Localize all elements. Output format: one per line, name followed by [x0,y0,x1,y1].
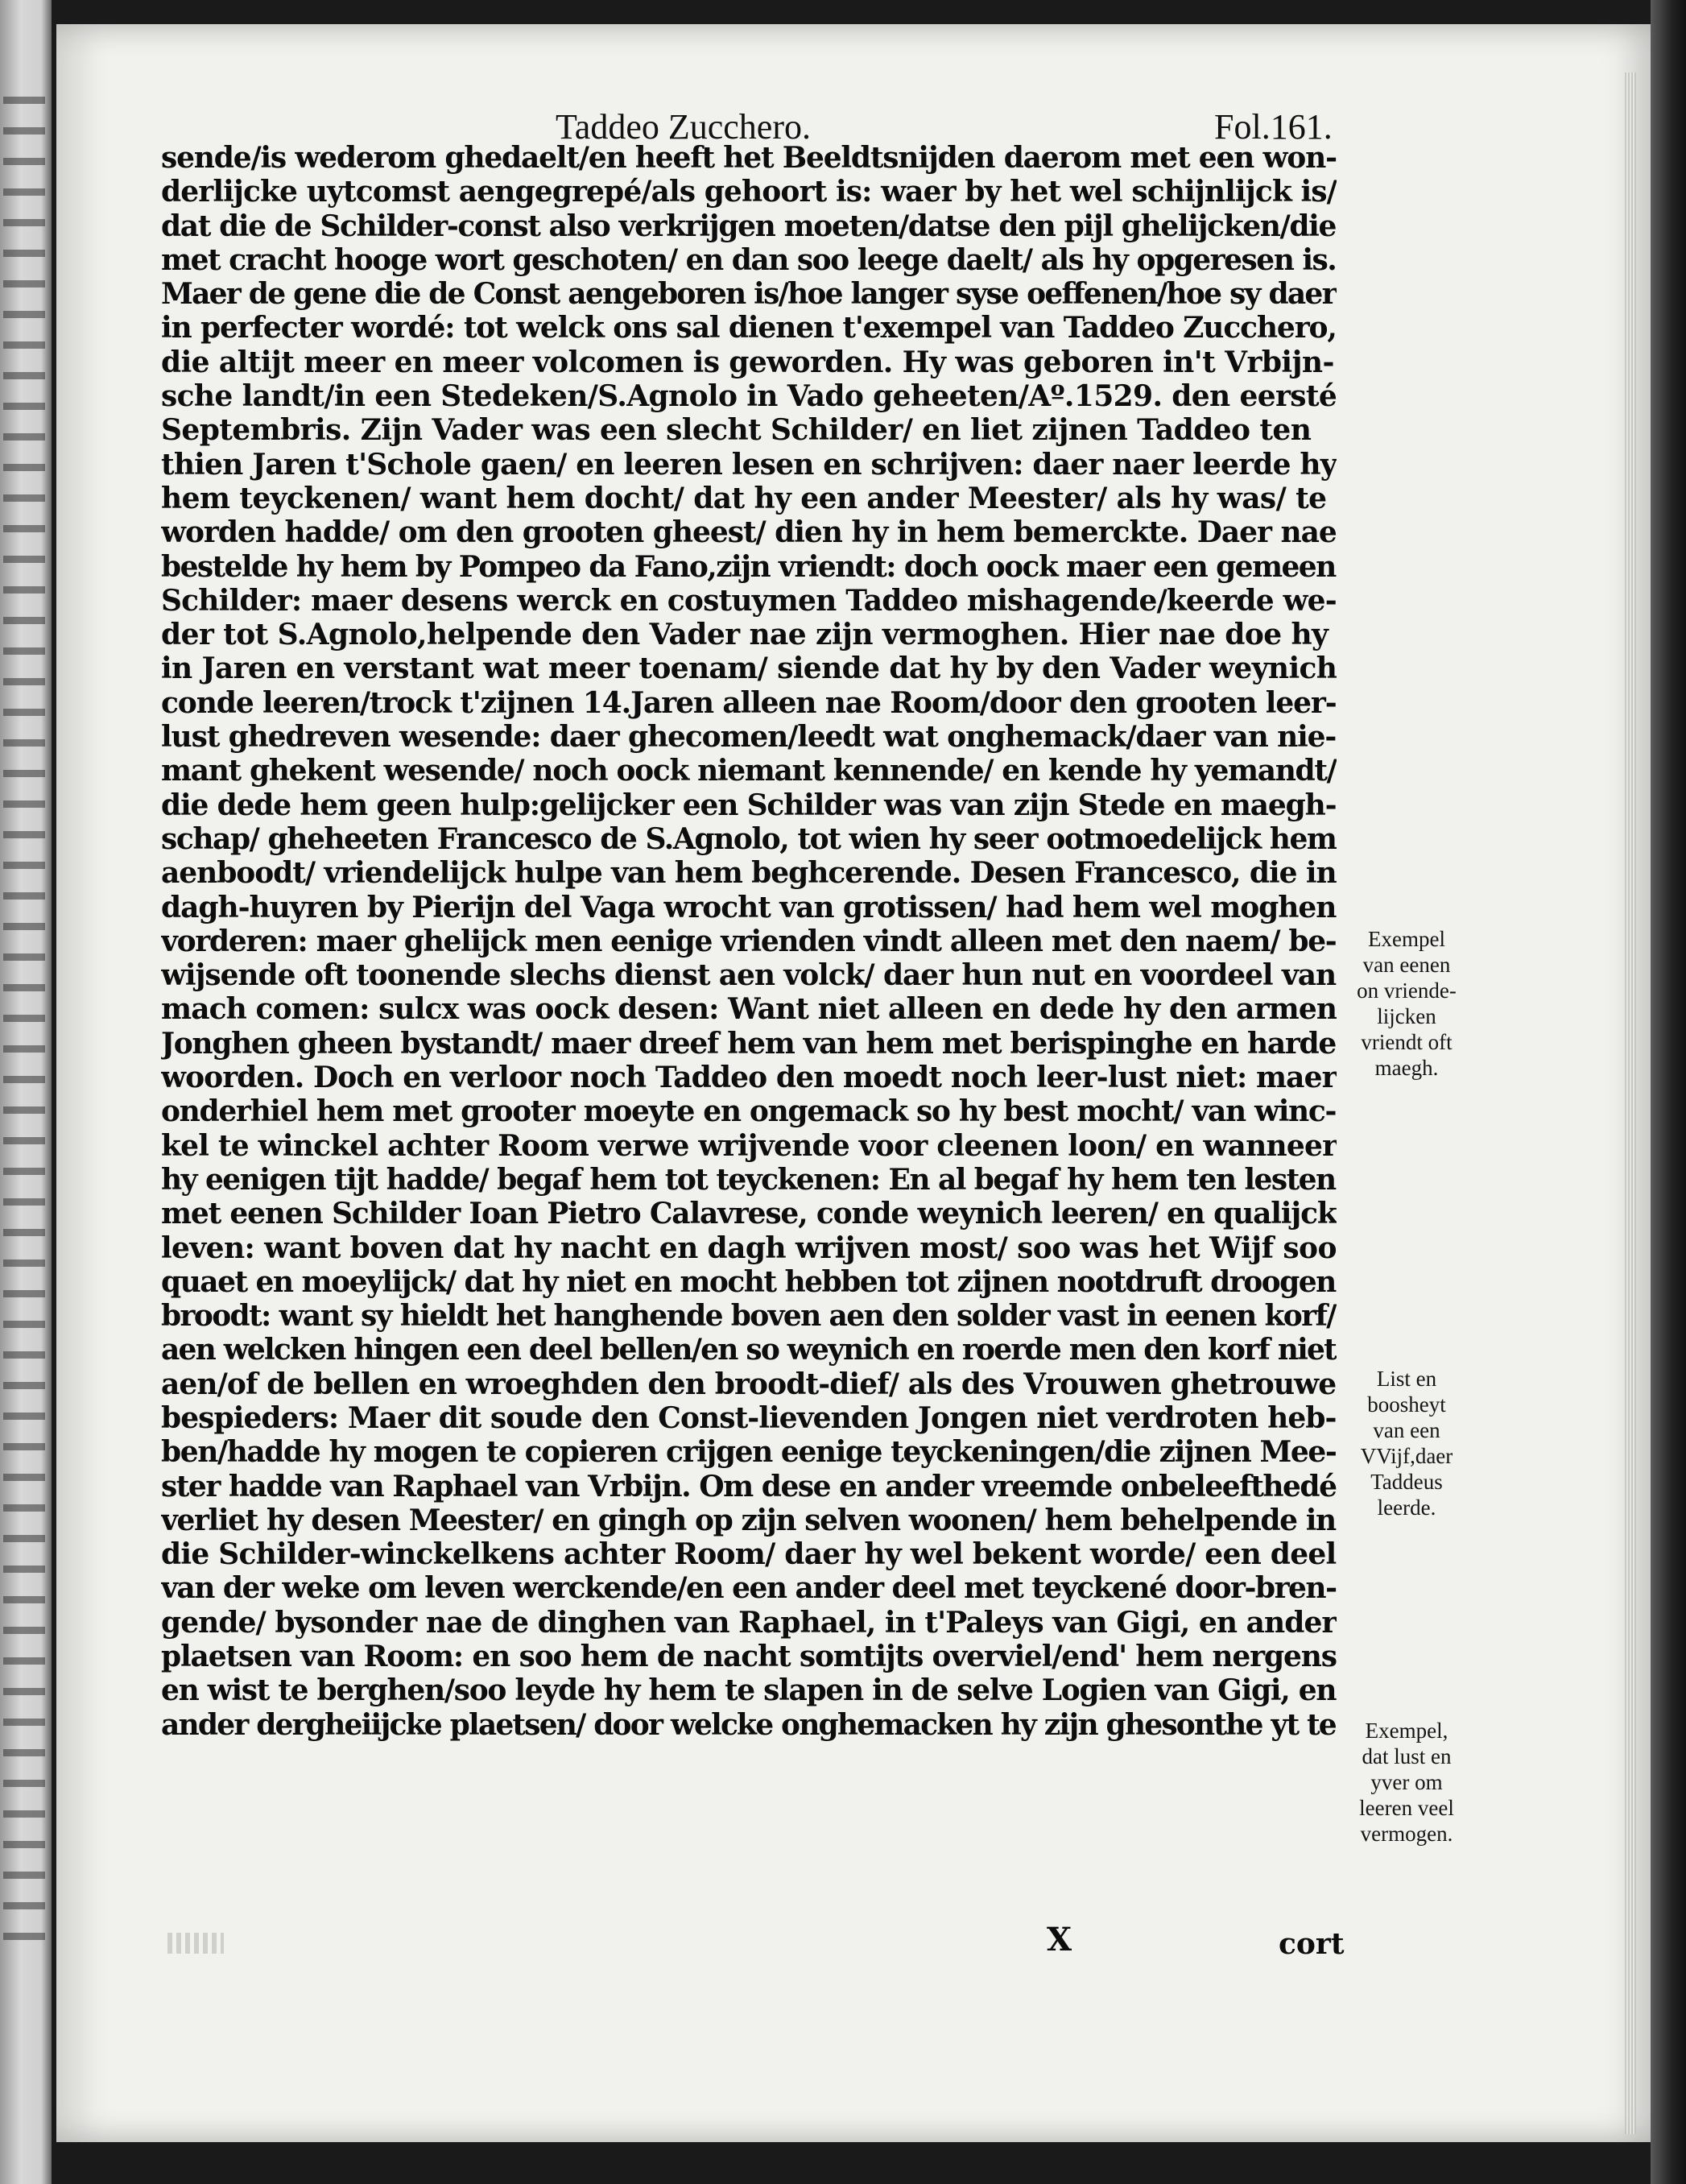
body-text [161,141,1337,1742]
body-line: in Jaren en verstant wat meer toenam/ siende dat hy by den Vader weynich [161,651,1337,686]
margin-note-line: dat lust en [1362,1744,1452,1768]
body-line: bestelde hy hem by Pompeo da Fano,zijn vriendt: doch oock maer een gemeen [161,549,1336,584]
body-line: quaet en moeylijck/ dat hy niet en mocht hebben tot zijnen nootdruft droogen [161,1264,1336,1299]
previous-page-text-fragments [3,97,45,1949]
margin-note-line: maegh. [1374,1056,1439,1080]
margin-note-line: leeren veel [1359,1796,1454,1820]
body-line: plaetsen van Room: en soo hem de nacht somtijts overviel/end' hem nergens [161,1640,1337,1674]
catchword: cort [1279,1927,1345,1961]
margin-note-line: Exempel, [1365,1719,1448,1743]
body-line: van der weke om leven werckende/en een ander deel met teyckené door-bren- [161,1571,1337,1606]
body-line: in perfecter wordé: tot welck ons sal dienen t'exempel van Taddeo Zucchero, [161,311,1337,345]
body-line: die dede hem geen hulp:gelijcker een Schilder was van zijn Stede en maegh- [161,788,1337,822]
margin-note-line: Taddeus [1370,1470,1443,1494]
body-line: worden hadde/ om den grooten gheest/ dien hy in hem bemerckte. Daer nae [161,515,1337,550]
body-line: aen welcken hingen een deel bellen/en so weynich en roerde men den korf niet [161,1333,1336,1367]
body-line: met eenen Schilder Ioan Pietro Calavrese, conde weynich leeren/ en qualijck [161,1197,1337,1231]
body-line: en wist te berghen/soo leyde hy hem te slapen in de selve Logien van Gigi, en [161,1673,1337,1708]
margin-note-1 [1346,926,1467,1081]
margin-note-line: vriendt oft [1361,1030,1453,1054]
body-line: aenboodt/ vriendelijck hulpe van hem beghcerende. Desen Francesco, die in [161,856,1337,891]
body-line: schap/ gheheeten Francesco de S.Agnolo, tot wien hy seer ootmoedelijck hem [161,821,1337,856]
body-line: aen/of de bellen en wroeghden den broodt-dief/ als des Vrouwen ghetrouwe [161,1367,1337,1401]
body-line: Maer de gene die de Const aengeboren is/hoe langer syse oeffenen/hoe sy daer [161,277,1336,312]
body-line: ster hadde van Raphael van Vrbijn. Om dese en ander vreemde onbeleefthedé [161,1469,1337,1504]
margin-note-3 [1346,1718,1467,1847]
show-through-mark [167,1933,224,1954]
margin-note-2 [1346,1366,1467,1520]
margin-note-line: VVijf,daer [1360,1444,1453,1468]
body-line: thien Jaren t'Schole gaen/ en leeren lesen en schrijven: daer naer leerde hy [161,447,1337,482]
margin-note-line: van eenen [1362,953,1451,977]
body-line: broodt: want sy hieldt het hanghende boven aen den solder vast in eenen korf/ [161,1299,1336,1334]
body-line: leven: want boven dat hy nacht en dagh wrijven most/ soo was het Wijf soo [161,1231,1337,1265]
margin-note-line: van een [1373,1418,1440,1442]
body-line: hem teyckenen/ want hem docht/ dat hy een ander Meester/ als hy was/ te [161,481,1327,515]
body-line: verliet hy desen Meester/ en gingh op zijn selven woonen/ hem behelpende in [161,1503,1336,1537]
body-line: der tot S.Agnolo,helpende den Vader nae zijn vermoghen. Hier nae doe hy [161,618,1329,652]
body-line: onderhiel hem met grooter moeyte en ongemack so hy best mocht/ van winc- [161,1094,1337,1129]
margin-note-line: Exempel [1368,927,1445,951]
body-line: mant ghekent wesende/ noch oock niemant kennende/ en kende hy yemandt/ [161,754,1337,788]
body-line: bespieders: Maer dit soude den Const-lievenden Jongen niet verdroten heb- [161,1400,1337,1435]
margin-note-line: lijcken [1377,1004,1436,1028]
page-block-edge [1625,72,1636,2134]
previous-page-edge [0,0,52,2184]
body-line: Schilder: maer desens werck en costuymen Taddeo mishagende/keerde we- [161,583,1337,618]
body-line: ben/hadde hy mogen te copieren crijgen eenige teyckeningen/die zijnen Mee- [161,1435,1337,1470]
margin-note-line: leerde. [1377,1495,1436,1520]
body-line: lust ghedreven wesende: daer ghecomen/leedt wat onghemack/daer van nie- [161,720,1337,755]
body-line: vorderen: maer ghelijck men eenige vrienden vindt alleen met den naem/ be- [161,924,1337,958]
body-line: Jonghen gheen bystandt/ maer dreef hem van hem met berispinghe en harde [161,1026,1336,1061]
body-line: die Schilder-winckelkens achter Room/ daer hy wel bekent worde/ een deel [161,1537,1337,1572]
body-line: sche landt/in een Stedeken/S.Agnolo in Vado geheeten/Aº.1529. den eersté [161,379,1337,414]
body-line: wijsende oft toonende slechs dienst aen volck/ daer hun nut en voordeel van [161,958,1337,993]
body-line: Septembris. Zijn Vader was een slecht Schilder/ en liet zijnen Taddeo ten [161,413,1312,448]
body-line: kel te winckel achter Room verwe wrijvende voor cleenen loon/ en wanneer [161,1128,1337,1163]
margin-note-line: on vriende- [1357,978,1457,1003]
folio-number: Fol.161. [1214,107,1333,147]
body-line: met cracht hooge wort geschoten/ en dan soo leege daelt/ als hy opgeresen is. [161,242,1337,277]
body-line: dagh-huyren by Pierijn del Vaga wrocht van grotissen/ had hem wel moghen [161,890,1337,924]
body-line: conde leeren/trock t'zijnen 14.Jaren alleen nae Room/door den grooten leer- [161,685,1337,720]
signature-mark: X [1047,1921,1072,1959]
body-line: dat die de Schilder-const also verkrijgen moeten/datse den pijl ghelijcken/die [161,209,1336,243]
margin-note-line: boosheyt [1367,1392,1446,1417]
body-line: gende/ bysonder nae de dinghen van Raphael, in t'Paleys van Gigi, en ander [161,1605,1337,1640]
margin-note-line: List en [1376,1367,1437,1391]
running-head: Taddeo Zucchero. [556,107,811,147]
book-binding-edge [1651,0,1686,2184]
body-line: die altijt meer en meer volcomen is geworden. Hy was geboren in't Vrbijn- [161,345,1334,379]
body-line: hy eenigen tijt hadde/ begaf hem tot teyckenen: En al begaf hy hem ten lesten [161,1162,1336,1197]
margin-note-line: yver om [1370,1770,1443,1794]
body-line: sende/is wederom ghedaelt/en heeft het Beeldtsnijden daerom met een won- [161,141,1337,175]
body-line: woorden. Doch en verloor noch Taddeo den moedt noch leer-lust niet: maer [161,1061,1337,1095]
body-line: ander dergheiijcke plaetsen/ door welcke onghemacken hy zijn ghesonthe yt te [161,1707,1336,1742]
body-line: mach comen: sulcx was oock desen: Want niet alleen en dede hy den armen [161,992,1337,1027]
body-line: derlijcke uytcomst aengegrepé/als gehoort is: waer by het wel schijnlijck is/ [161,175,1337,209]
margin-note-line: vermogen. [1360,1822,1453,1846]
